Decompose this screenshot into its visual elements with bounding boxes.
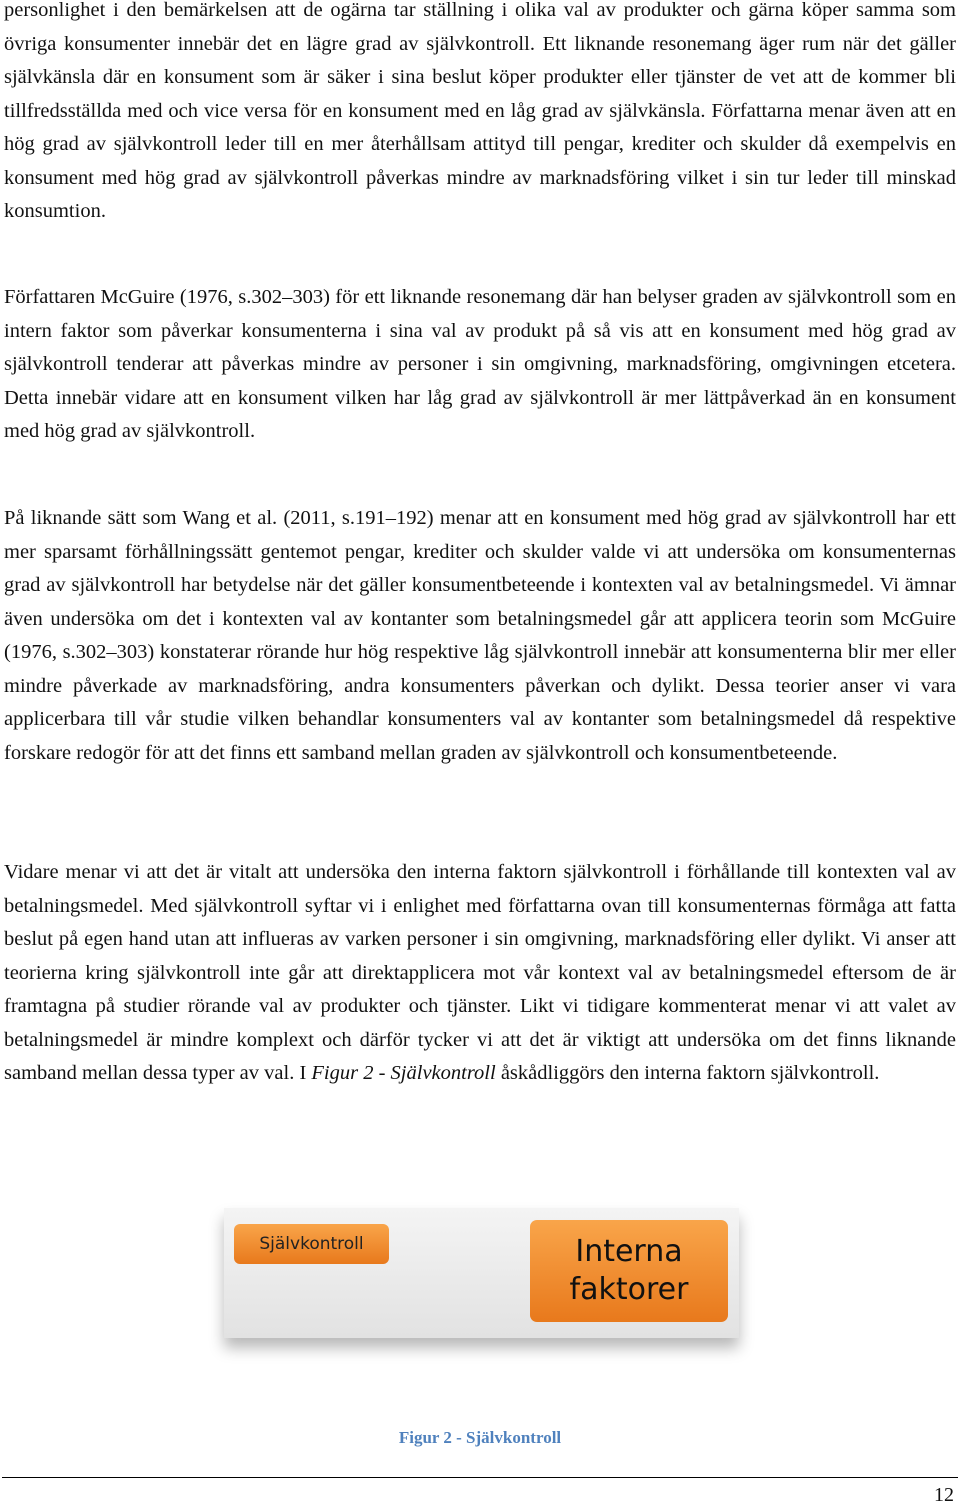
internal-factors-line2: faktorer <box>569 1272 689 1307</box>
internal-factors-box <box>530 1220 728 1322</box>
paragraph-4 <box>4 856 956 1091</box>
paragraph-4-text: Vidare menar vi att det är vitalt att undersöka den interna faktorn självkontroll i förhållande till kontexten val av betalningsmedel. Med självkontroll syftar vi i enlighet med författarna ovan till konsumenternas förmåga att fatta beslut på egen hand utan att influeras av varken personer i sin omgivning, marknadsföring eller dylikt. Vi anser att teorierna kring självkontroll inte går att direktapplicera mot vår kontext val av betalningsmedel eftersom de är framtagna på studier rörande val av produkter och tjänster. Likt vi tidigare kommenterat menar vi att valet av betalningsmedel är mindre komplext och därför tycker vi att det är viktigt att undersöka om det finns liknande samband mellan dessa typer av val. I <box>4 861 956 1084</box>
footer-divider <box>2 1477 958 1478</box>
paragraph-2: Författaren McGuire (1976, s.302–303) för ett liknande resonemang där han belyser graden av självkontroll som en intern faktor som påverkar konsumenterna i sina val av produkt på så vis att en konsument med hög grad av självkontroll tenderar att påverkas mindre av personer i sin omgivning, marknadsföring, omgivningen etcetera. Detta innebär vidare att en konsument vilken har låg grad av självkontroll är mer lättpåverkad än en konsument med hög grad av självkontroll. <box>4 286 956 442</box>
paragraph-1: personlighet i den bemärkelsen att de ogärna tar ställning i olika val av produkter och gärna köper samma som övriga konsumenter innebär det en lägre grad av självkontroll. Ett liknande resonemang äger rum när det gäller självkänsla där en konsument som är säker i sina beslut köper produkter eller tjänster de vet att de kommer bli tillfredsställda med och vice versa för en konsument med en låg grad av självkänsla. Författarna menar även att en hög grad av självkontroll leder till en mer återhållsam attityd till pengar, krediter och skulder då exempelvis en konsument med hög grad av självkontroll påverkas mindre av marknadsföring vilket i sin tur leder till minskad konsumtion. <box>4 0 956 222</box>
selfcontrol-box: Självkontroll <box>234 1224 389 1264</box>
page-number: 12 <box>934 1484 954 1506</box>
paragraph-4-end: åskådliggörs den interna faktorn självkontroll. <box>495 1062 880 1084</box>
paragraph-3: På liknande sätt som Wang et al. (2011, s.191–192) menar att en konsument med hög grad av självkontroll har ett mer sparsamt förhållningssätt gentemot pengar, krediter och skulder valde vi att undersöka om konsumenternas grad av självkontroll har betydelse när det gäller konsumentbeteende i kontexten val av betalningsmedel. Vi ämnar även undersöka om det i kontexten val av kontanter som betalningsmedel går att applicera teorin som McGuire (1976, s.302–303) konstaterar rörande hur hög respektive låg självkontroll innebär att konsumenterna blir mer eller mindre påverkade av marknadsföring, andra konsumenters påverkan och dylikt. Dessa teorier anser vi vara applicerbara till vår studie vilken behandlar konsumenters val av kontanter som betalningsmedel då respektive forskare redogör för att det finns ett samband mellan graden av självkontroll och konsumentbeteende. <box>4 507 956 764</box>
figure-selfcontrol <box>224 1208 739 1338</box>
figure-reference: Figur 2 - Självkontroll <box>311 1062 496 1084</box>
internal-factors-line1: Interna <box>575 1234 683 1269</box>
figure-caption: Figur 2 - Självkontroll <box>398 1428 562 1447</box>
